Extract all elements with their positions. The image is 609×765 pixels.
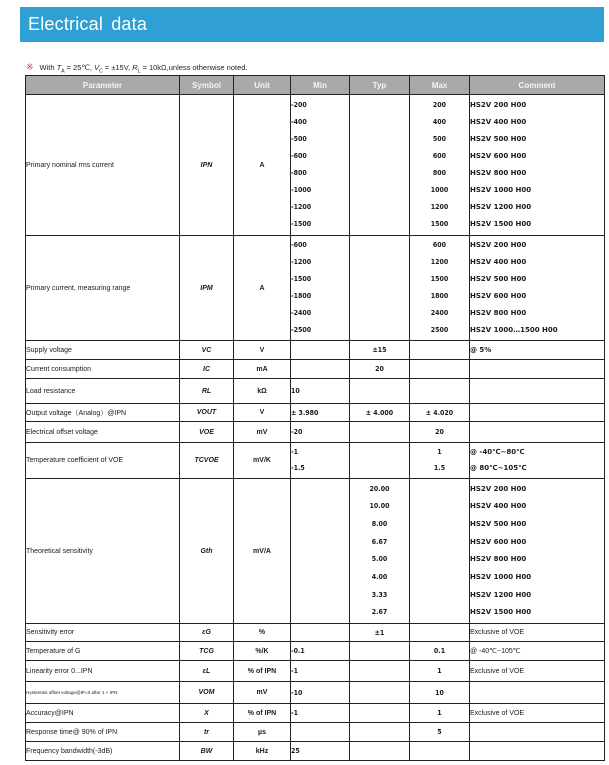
cell-typ [350, 642, 410, 661]
cell-typ [350, 443, 410, 479]
cell-min: 25 [291, 742, 350, 761]
electrical-data-table [25, 75, 605, 761]
cell-parameter: Temperature of G [26, 642, 180, 661]
cell-typ [350, 682, 410, 704]
cell-min: 10 [291, 379, 350, 404]
cell-parameter: Current consumption [26, 360, 180, 379]
cell-max-line: 200 [432, 100, 447, 109]
cell-max-line: 1200 [430, 258, 449, 267]
cell-parameter: Supply voltage [26, 341, 180, 360]
cell-symbol: IPM [180, 236, 234, 341]
cell-unit: A [234, 95, 291, 236]
cell-max: 5 [410, 723, 470, 742]
cell-min [291, 624, 350, 642]
cell-max-line: 500 [432, 134, 447, 143]
cell-comment-line: HS2V 500 H00 [470, 134, 527, 143]
cell-min [291, 479, 350, 624]
cell-comment-line: @ -40℃~80℃ [470, 448, 525, 456]
table-row [26, 661, 605, 682]
cell-comment-line: HS2V 800 H00 [470, 169, 527, 178]
cell-unit: kΩ [234, 379, 291, 404]
table-row [26, 95, 605, 236]
cell-parameter: Hysteresis offset voltage@IP=0 after 1 × IPN [26, 682, 180, 704]
cell-symbol: εG [180, 624, 234, 642]
cell-parameter: Response time@ 90% of IPN [26, 723, 180, 742]
cell-comment-line: HS2V 800 H00 [470, 308, 527, 317]
cell-min-line: -1500 [291, 220, 312, 229]
cell-typ: 20 [350, 360, 410, 379]
conditions-note: ※ With $T_A$ = 25℃, $V_C = \pm 15V$, $R_L$ = 10kΩ,unless otherwise noted. [26, 62, 248, 75]
cell-min: -1 [291, 704, 350, 723]
cell-max [410, 443, 470, 479]
cell-typ [350, 479, 410, 624]
cell-max: 20 [410, 422, 470, 443]
cell-comment [470, 682, 605, 704]
cell-symbol: VC [180, 341, 234, 360]
cell-min [291, 723, 350, 742]
cell-min [291, 360, 350, 379]
table-row [26, 624, 605, 642]
cell-comment-line: HS2V 1200 H00 [470, 203, 532, 212]
cell-min-line: -600 [291, 151, 307, 160]
cell-max-line: 1500 [430, 275, 449, 284]
cell-comment: Exclusive of VOE [470, 661, 605, 682]
cell-comment [470, 404, 605, 422]
table-row [26, 422, 605, 443]
cell-symbol: tr [180, 723, 234, 742]
cell-max: 0.1 [410, 642, 470, 661]
cell-max-line: 1.5 [433, 464, 446, 472]
cell-max: 1 [410, 704, 470, 723]
cell-typ [350, 95, 410, 236]
cell-min [291, 443, 350, 479]
cell-max-line: 1200 [430, 203, 449, 212]
cell-max [410, 379, 470, 404]
cell-typ-line: 20.00 [369, 484, 390, 493]
cell-comment-line: HS2V 500 H00 [470, 275, 527, 284]
cell-unit: A [234, 236, 291, 341]
cell-max-line: 1 [437, 448, 442, 456]
column-header-comment: Comment [470, 76, 605, 95]
cell-min-line: -1200 [291, 203, 312, 212]
cell-max: 1 [410, 661, 470, 682]
cell-min: -0.1 [291, 642, 350, 661]
cell-unit: kHz [234, 742, 291, 761]
cell-unit: mV [234, 422, 291, 443]
reference-mark-icon: ※ [26, 62, 34, 72]
cell-max-line: 800 [432, 169, 447, 178]
table-row [26, 443, 605, 479]
cell-typ [350, 723, 410, 742]
cell-typ [350, 422, 410, 443]
column-header-parameter: Parameter [26, 76, 180, 95]
cell-min-line: -200 [291, 100, 307, 109]
cell-max [410, 236, 470, 341]
cell-max-line: 400 [432, 117, 447, 126]
cell-symbol: IPN [180, 95, 234, 236]
cell-comment: @ -40℃~105℃ [470, 642, 605, 661]
cell-typ: ±1 [350, 624, 410, 642]
table-row [26, 404, 605, 422]
cell-comment [470, 422, 605, 443]
cell-unit: mV/A [234, 479, 291, 624]
cell-min-line: -1800 [291, 291, 312, 300]
cell-symbol: VOM [180, 682, 234, 704]
cell-min: -1 [291, 661, 350, 682]
cell-comment [470, 723, 605, 742]
cell-typ-line: 3.33 [371, 590, 388, 599]
cell-typ [350, 661, 410, 682]
column-header-min: Min [291, 76, 350, 95]
cell-unit: mA [234, 360, 291, 379]
cell-max [410, 624, 470, 642]
cell-comment-line: HS2V 200 H00 [470, 241, 527, 250]
cell-max [410, 95, 470, 236]
cell-comment-line: HS2V 200 H00 [470, 100, 527, 109]
cell-max: 10 [410, 682, 470, 704]
cell-unit: % [234, 624, 291, 642]
cell-min: -10 [291, 682, 350, 704]
cell-min: ± 3.980 [291, 404, 350, 422]
cell-min-line: -1500 [291, 275, 312, 284]
cell-symbol: VOUT [180, 404, 234, 422]
cell-max-line: 1000 [430, 186, 449, 195]
cell-min-line: -800 [291, 169, 307, 178]
cell-parameter: Electrical offset voltage [26, 422, 180, 443]
section-header-banner [20, 7, 604, 42]
cell-comment: @ 5% [470, 341, 605, 360]
cell-unit: mV [234, 682, 291, 704]
cell-symbol: TCG [180, 642, 234, 661]
cell-min [291, 236, 350, 341]
cell-comment-line: HS2V 600 H00 [470, 537, 527, 546]
cell-min-line: -1200 [291, 258, 312, 267]
table-header-row [26, 76, 605, 95]
table-row [26, 360, 605, 379]
column-header-typ: Typ [350, 76, 410, 95]
cell-min-line: -1.5 [291, 464, 305, 472]
cell-symbol: BW [180, 742, 234, 761]
cell-symbol: Gth [180, 479, 234, 624]
cell-min-line: -2400 [291, 308, 312, 317]
cell-max-line: 2400 [430, 308, 449, 317]
cell-max-line: 600 [432, 151, 447, 160]
cell-parameter: Accuracy@IPN [26, 704, 180, 723]
cell-parameter: Temperature coefficient of VOE [26, 443, 180, 479]
cell-typ: ± 4.000 [350, 404, 410, 422]
cell-unit: V [234, 404, 291, 422]
cell-comment [470, 379, 605, 404]
cell-unit: V [234, 341, 291, 360]
cell-symbol: X [180, 704, 234, 723]
cell-comment: Exclusive of VOE [470, 624, 605, 642]
cell-min-line: -500 [291, 134, 307, 143]
cell-min-line: -2500 [291, 325, 312, 334]
cell-comment-line: HS2V 600 H00 [470, 291, 527, 300]
cell-typ [350, 379, 410, 404]
table-row [26, 723, 605, 742]
cell-typ-line: 5.00 [371, 555, 388, 564]
cell-parameter: Sensitivity error [26, 624, 180, 642]
cell-comment-line: HS2V 1500 H00 [470, 608, 532, 617]
cell-max [410, 479, 470, 624]
cell-comment-line: @ 80℃~105℃ [470, 464, 527, 472]
cell-max [410, 341, 470, 360]
section-title: Electrical data [28, 14, 148, 34]
cell-max-line: 1800 [430, 291, 449, 300]
table-row [26, 479, 605, 624]
cell-typ-line: 6.67 [371, 537, 388, 546]
column-header-max: Max [410, 76, 470, 95]
cell-comment-line: HS2V 1000 H00 [470, 572, 532, 581]
cell-max [410, 742, 470, 761]
cell-min-line: -1000 [291, 186, 312, 195]
cell-symbol: RL [180, 379, 234, 404]
cell-comment [470, 360, 605, 379]
cell-comment-line: HS2V 400 H00 [470, 117, 527, 126]
column-header-unit: Unit [234, 76, 291, 95]
cell-comment [470, 95, 605, 236]
cell-typ-line: 8.00 [371, 520, 388, 529]
cell-min-line: -600 [291, 241, 307, 250]
table-row [26, 341, 605, 360]
cell-symbol: εL [180, 661, 234, 682]
table-row [26, 682, 605, 704]
cell-comment [470, 236, 605, 341]
cell-unit: mV/K [234, 443, 291, 479]
cell-unit: % of IPN [234, 661, 291, 682]
cell-parameter: Frequency bandwidth(-3dB) [26, 742, 180, 761]
cell-symbol: VOE [180, 422, 234, 443]
column-header-symbol: Symbol [180, 76, 234, 95]
cell-max-line: 600 [432, 241, 447, 250]
cell-comment: Exclusive of VOE [470, 704, 605, 723]
table-row [26, 704, 605, 723]
cell-comment-line: HS2V 400 H00 [470, 502, 527, 511]
cell-comment-line: HS2V 200 H00 [470, 484, 527, 493]
cell-comment [470, 443, 605, 479]
cell-unit: % of IPN [234, 704, 291, 723]
table-row [26, 379, 605, 404]
table-row [26, 742, 605, 761]
cell-comment-line: HS2V 400 H00 [470, 258, 527, 267]
cell-comment-line: HS2V 1500 H00 [470, 220, 532, 229]
cell-parameter: Output voltage（Analog）@IPN [26, 404, 180, 422]
cell-min [291, 95, 350, 236]
cell-comment-line: HS2V 800 H00 [470, 555, 527, 564]
cell-typ: ±15 [350, 341, 410, 360]
cell-symbol: TCVOE [180, 443, 234, 479]
cell-max [410, 360, 470, 379]
cell-unit: %/K [234, 642, 291, 661]
cell-comment-line: HS2V 600 H00 [470, 151, 527, 160]
cell-min-line: -1 [291, 448, 298, 456]
cell-comment-line: HS2V 1000…1500 H00 [470, 325, 558, 334]
cell-typ-line: 10.00 [369, 502, 390, 511]
cell-typ [350, 236, 410, 341]
cell-comment [470, 742, 605, 761]
cell-min-line: -400 [291, 117, 307, 126]
cell-parameter: Linearity error 0...IPN [26, 661, 180, 682]
cell-min [291, 341, 350, 360]
cell-max-line: 1500 [430, 220, 449, 229]
cell-typ [350, 742, 410, 761]
cell-typ-line: 2.67 [371, 608, 388, 617]
cell-min: -20 [291, 422, 350, 443]
cell-parameter: Primary current, measuring range [26, 236, 180, 341]
cell-typ [350, 704, 410, 723]
cell-parameter: Theoretical sensitivity [26, 479, 180, 624]
cell-comment [470, 479, 605, 624]
cell-comment-line: HS2V 1200 H00 [470, 590, 532, 599]
cell-unit: µs [234, 723, 291, 742]
cell-max-line: 2500 [430, 325, 449, 334]
cell-comment-line: HS2V 1000 H00 [470, 186, 532, 195]
cell-typ-line: 4.00 [371, 572, 388, 581]
cell-symbol: IC [180, 360, 234, 379]
cell-parameter: Primary nominal rms current [26, 95, 180, 236]
table-row [26, 642, 605, 661]
cell-comment-line: HS2V 500 H00 [470, 520, 527, 529]
cell-parameter: Load resistance [26, 379, 180, 404]
cell-max: ± 4.020 [410, 404, 470, 422]
table-row [26, 236, 605, 341]
